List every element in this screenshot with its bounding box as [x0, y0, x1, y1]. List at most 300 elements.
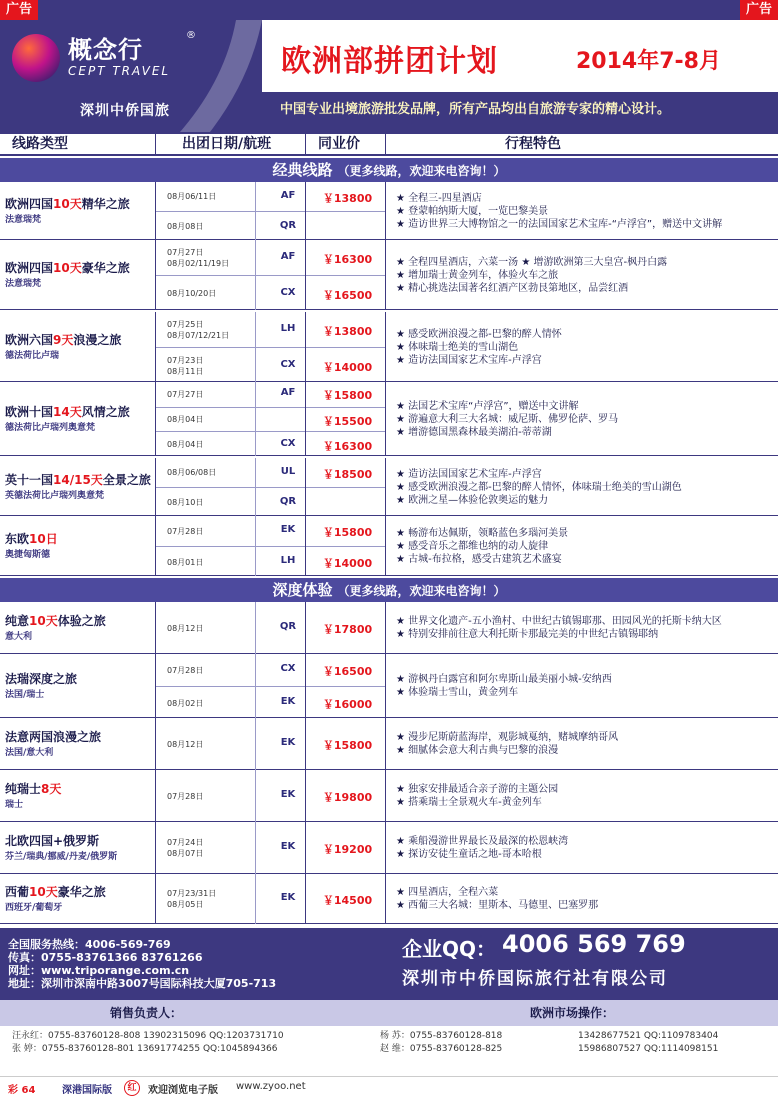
- contact-line: 赵 维：0755-83760128-825: [380, 1044, 503, 1054]
- airline-code: QR: [279, 495, 297, 507]
- col-divider: [385, 312, 386, 382]
- departure-dates: [167, 526, 203, 537]
- route-name-days: 14天: [53, 405, 82, 419]
- departure-date: 07月28日: [167, 665, 204, 675]
- slogan: 中国专业出境旅游批发品牌，所有产品均出自旅游专家的精心设计。: [280, 102, 671, 117]
- route-countries: 法国/意大利: [5, 748, 54, 758]
- col-divider: [155, 458, 156, 516]
- departure-date: 08月06/11日: [167, 192, 217, 201]
- departure-row: [155, 770, 385, 822]
- departure-date: 08月12日: [167, 623, 204, 633]
- col-divider: [305, 312, 306, 382]
- departure-date: 08月05日: [167, 900, 204, 909]
- feature-item: ★ 西葡三大名城：里斯本、马德里、巴塞罗那: [396, 900, 599, 911]
- page-title: 欧洲部拼团计划: [281, 44, 498, 79]
- route-name-days: 10天: [53, 261, 82, 275]
- route-name-suffix: 豪华之旅: [81, 261, 130, 275]
- airline-code: LH: [280, 322, 296, 334]
- col-divider: [155, 182, 156, 240]
- feature-item: ★ 造访世界三大博物馆之一的法国国家艺术宝库-“卢浮宫”，赠送中文讲解: [396, 218, 723, 230]
- col-divider: [255, 602, 256, 654]
- feature-item: ★ 全程四星酒店，六菜一汤 ★ 增游欧洲第三大皇宫-枫丹白露: [396, 256, 668, 268]
- trade-price: ￥13800: [322, 324, 373, 338]
- hotline: 全国服务热线：4006-569-769: [8, 938, 171, 951]
- fax: 传真：0755-83761366 83761266: [8, 951, 203, 964]
- route-name: [5, 670, 77, 687]
- departure-dates: [167, 837, 203, 859]
- route-name-days: 9天: [53, 333, 74, 347]
- route-name: [5, 883, 106, 900]
- departure-date: 08月12日: [167, 739, 204, 749]
- departure-row: [155, 654, 385, 686]
- section-in-depth: [0, 578, 778, 602]
- departure-row: [155, 602, 385, 654]
- browse-label: 欢迎浏览电子版: [148, 1085, 218, 1096]
- feature-item: ★ 造访法国国家艺术宝库-卢浮宫: [396, 354, 542, 366]
- route-name-days: 10天: [29, 614, 58, 628]
- col-features: 行程特色: [505, 136, 561, 152]
- feature-item: ★ 细腻体会意大利古典与巴黎的浪漫: [396, 745, 559, 756]
- col-divider: [255, 240, 256, 310]
- departure-dates: [167, 288, 216, 299]
- feature-item: ★ 增游德国黑森林最美湖泊-蒂蒂湖: [396, 426, 552, 438]
- airline-code: CX: [280, 663, 296, 674]
- contact-line: 张 婷：0755-83760128-801 13691774255 QQ:1045894366: [12, 1044, 278, 1054]
- route-name: [5, 530, 58, 547]
- departure-row: [155, 516, 385, 546]
- departure-dates: [167, 247, 229, 269]
- col-divider: [155, 770, 156, 822]
- airline-code: EK: [280, 524, 296, 535]
- feature-item: ★ 法国艺术宝库“卢浮宫”，赠送中文讲解: [396, 400, 579, 412]
- col-divider: [305, 770, 306, 822]
- ad-label-right: 广告: [740, 0, 778, 20]
- feature-item: ★ 搭乘瑞士全景观火车-黄金列车: [396, 797, 542, 808]
- airline-code: CX: [280, 358, 296, 370]
- route-name: [5, 612, 106, 629]
- route-name-name: 东欧: [5, 532, 30, 546]
- trade-price: ￥19200: [322, 843, 373, 856]
- route-row: [0, 770, 778, 822]
- col-divider: [305, 182, 306, 240]
- section-classic: [0, 158, 778, 182]
- col-divider: [255, 458, 256, 516]
- departure-date: 08月07日: [167, 849, 204, 858]
- departure-dates: [167, 221, 203, 232]
- ad-label-left: 广告: [0, 0, 38, 20]
- route-name-suffix: 全景之旅: [102, 473, 151, 487]
- route-row: [0, 516, 778, 576]
- route-name-suffix: 浪漫之旅: [73, 333, 122, 347]
- airline-code: AF: [280, 189, 296, 201]
- route-name-name: 法瑞深度之旅: [5, 672, 78, 686]
- feature-item: ★ 特别安排前往意大利托斯卡那最完美的中世纪古镇锡耶纳: [396, 629, 659, 640]
- route-countries: 芬兰/瑞典/挪威/丹麦/俄罗斯: [5, 852, 118, 862]
- contact-line: 15986807527 QQ:1114098151: [578, 1044, 719, 1054]
- col-divider: [305, 602, 306, 654]
- airline-code: UL: [280, 465, 296, 477]
- route-name-name: 欧洲四国: [5, 261, 54, 275]
- section-title: 经典线路: [272, 161, 333, 179]
- trade-price: ￥15800: [322, 739, 373, 752]
- departure-row: [155, 546, 385, 576]
- col-divider: [155, 132, 156, 156]
- col-divider: [305, 382, 306, 456]
- departure-row: [155, 487, 385, 516]
- trade-price: ￥17800: [322, 623, 373, 636]
- route-name-suffix: 精华之旅: [81, 197, 130, 211]
- col-divider: [155, 382, 156, 456]
- company-name: 深圳市中侨国际旅行社有限公司: [402, 969, 668, 989]
- qq-label: 企业QQ：: [402, 937, 497, 961]
- col-divider: [255, 718, 256, 770]
- route-features: [396, 527, 568, 566]
- sales-right-title: 欧洲市场操作：: [530, 1006, 615, 1020]
- route-features: [396, 731, 618, 757]
- route-name: [5, 780, 61, 797]
- col-divider: [155, 602, 156, 654]
- departure-row: [155, 312, 385, 347]
- airline-code: EK: [280, 696, 296, 707]
- route-row: [0, 382, 778, 456]
- col-divider: [255, 770, 256, 822]
- departure-date: 07月25日: [167, 319, 204, 329]
- departure-date: 08月08日: [167, 222, 204, 231]
- section-title: 深度体验: [272, 581, 333, 599]
- trade-price: ￥16500: [322, 665, 373, 678]
- trade-price: ￥15500: [322, 414, 373, 428]
- departure-row: [155, 431, 385, 456]
- route-name-name: 英十一国: [5, 473, 54, 487]
- airline-code: QR: [279, 621, 297, 632]
- route-name: [5, 832, 99, 849]
- airline-code: CX: [280, 286, 296, 298]
- route-name: [5, 728, 101, 745]
- col-divider: [305, 132, 306, 156]
- col-divider: [385, 602, 386, 654]
- departure-date: 08月02/11/19日: [167, 258, 230, 268]
- contact-line: 13428677521 QQ:1109783404: [578, 1031, 719, 1041]
- route-row: [0, 654, 778, 718]
- route-row: [0, 182, 778, 240]
- route-features: [396, 835, 568, 861]
- airline-code: EK: [280, 789, 296, 800]
- route-features: [396, 256, 667, 295]
- route-features: [396, 615, 722, 641]
- page-number: 彩 64: [8, 1085, 36, 1096]
- departure-row: [155, 718, 385, 770]
- route-features: [396, 328, 562, 367]
- route-name: [5, 259, 130, 276]
- feature-item: ★ 游枫丹白露宫和阿尔卑斯山最美丽小城-安纳西: [396, 674, 612, 685]
- route-features: [396, 468, 682, 507]
- departure-date: 08月06/08日: [167, 468, 217, 477]
- departure-dates: [167, 557, 203, 568]
- route-name: [5, 331, 121, 348]
- airline-code: EK: [280, 892, 296, 903]
- table-header: [0, 132, 778, 156]
- col-divider: [155, 874, 156, 924]
- route-row: [0, 874, 778, 924]
- departure-row: [155, 240, 385, 275]
- trade-price: ￥16000: [322, 698, 373, 711]
- route-name-name: 北欧四国+俄罗斯: [5, 834, 100, 848]
- departure-row: [155, 407, 385, 432]
- airline-code: EK: [280, 841, 296, 852]
- route-countries: 瑞士: [5, 800, 24, 810]
- feature-item: ★ 登蒙帕纳斯大厦，一览巴黎美景: [396, 205, 549, 217]
- trade-price: ￥13800: [322, 191, 373, 205]
- col-divider: [155, 240, 156, 310]
- col-divider: [305, 654, 306, 718]
- departure-dates: [167, 389, 203, 400]
- route-row: [0, 718, 778, 770]
- feature-item: ★ 体验瑞士雪山，黄金列车: [396, 687, 519, 698]
- departure-date: 08月07/12/21日: [167, 330, 230, 340]
- airline-code: EK: [280, 737, 296, 748]
- trade-price: ￥14500: [322, 894, 373, 907]
- departure-date: 08月04日: [167, 415, 204, 425]
- route-name-name: 纯意: [5, 614, 30, 628]
- airline-code: CX: [280, 437, 296, 449]
- contact-line: 杨 苏：0755-83760128-818: [380, 1031, 503, 1041]
- route-name-suffix: 豪华之旅: [57, 885, 106, 899]
- route-name-name: 欧洲四国: [5, 197, 54, 211]
- col-divider: [385, 182, 386, 240]
- departure-dates: [167, 623, 203, 634]
- departure-row: [155, 211, 385, 240]
- col-divider: [155, 312, 156, 382]
- route-name: [5, 471, 151, 488]
- col-divider: [385, 516, 386, 576]
- route-row: [0, 458, 778, 516]
- qq-number: 4006 569 769: [502, 930, 686, 958]
- route-row: [0, 602, 778, 654]
- trade-price: ￥18500: [322, 467, 373, 481]
- section-note: （更多线路，欢迎来电咨询！）: [337, 164, 506, 178]
- departure-date: 08月10日: [167, 498, 204, 507]
- departure-date: 07月28日: [167, 526, 204, 536]
- route-features: [396, 783, 558, 809]
- departure-date: 08月02日: [167, 698, 204, 708]
- feature-item: ★ 全程三-四星酒店: [396, 192, 482, 204]
- route-name-days: 10天: [29, 885, 58, 899]
- feature-item: ★ 探访安徒生童话之地-哥本哈根: [396, 849, 542, 860]
- edition-label: 深港国际版: [62, 1085, 112, 1096]
- contact-line: 汪永红：0755-83760128-808 13902315096 QQ:1203731710: [12, 1031, 284, 1041]
- col-divider: [155, 654, 156, 718]
- departure-row: [155, 275, 385, 310]
- departure-date: 07月24日: [167, 838, 204, 847]
- ops-contacts-mobile: [578, 1030, 718, 1056]
- feature-item: ★ 感受音乐之都维也纳的动人旋律: [396, 540, 549, 552]
- col-divider: [385, 654, 386, 718]
- departure-date: 08月11日: [167, 366, 204, 376]
- col-divider: [305, 458, 306, 516]
- departure-row: [155, 458, 385, 487]
- trade-price: ￥16500: [322, 288, 373, 302]
- departure-dates: [167, 698, 203, 709]
- route-name-days: 8天: [41, 782, 62, 796]
- feature-item: ★ 增加瑞士黄金列车，体验火车之旅: [396, 269, 559, 281]
- col-divider: [385, 822, 386, 874]
- col-divider: [155, 718, 156, 770]
- col-divider: [305, 718, 306, 770]
- brand-logo-icon: [12, 34, 60, 82]
- feature-item: ★ 感受欧洲浪漫之都-巴黎的醉人情怀: [396, 328, 562, 340]
- departure-date: 08月10/20日: [167, 289, 217, 298]
- route-name-name: 法意两国浪漫之旅: [5, 730, 102, 744]
- route-countries: 德法荷比卢瑞列奥意梵: [5, 423, 96, 433]
- col-divider: [255, 654, 256, 718]
- trade-price: ￥15800: [322, 526, 373, 539]
- feature-item: ★ 漫步尼斯蔚蓝海岸，观影城戛纳，赌城摩纳哥风: [396, 732, 619, 743]
- departure-dates: [167, 497, 203, 508]
- feature-item: ★ 独家安排最适合亲子游的主题公园: [396, 784, 559, 795]
- col-divider: [305, 822, 306, 874]
- sales-left-title: 销售负责人：: [110, 1006, 183, 1020]
- departure-row: [155, 686, 385, 718]
- col-divider: [385, 770, 386, 822]
- col-divider: [255, 182, 256, 240]
- airline-code: LH: [280, 555, 296, 566]
- col-divider: [385, 874, 386, 924]
- departure-date: 07月23日: [167, 355, 204, 365]
- route-features: [396, 400, 618, 439]
- route-name-name: 欧洲六国: [5, 333, 54, 347]
- airline-code: AF: [280, 250, 296, 262]
- route-row: [0, 822, 778, 874]
- departure-date: 08月01日: [167, 557, 204, 567]
- feature-item: ★ 造访法国国家艺术宝库-卢浮宫: [396, 468, 542, 480]
- route-row: [0, 240, 778, 310]
- brand-subsidiary: 深圳中侨国旅: [80, 103, 170, 119]
- route-countries: 法意瑞梵: [5, 215, 42, 225]
- departure-dates: [167, 791, 203, 802]
- ops-contacts: [380, 1030, 502, 1056]
- col-divider: [305, 874, 306, 924]
- departure-dates: [167, 665, 203, 676]
- trade-price: ￥19800: [322, 791, 373, 804]
- brand-registered-mark: ®: [186, 30, 196, 41]
- departure-dates: [167, 414, 203, 425]
- route-name-suffix: 体验之旅: [57, 614, 106, 628]
- red-badge-icon: 红: [124, 1080, 140, 1096]
- route-name: [5, 403, 130, 420]
- website: 网址：www.triporange.com.cn: [8, 964, 190, 977]
- sales-contacts: [12, 1030, 284, 1056]
- departure-row: [155, 874, 385, 924]
- feature-item: ★ 畅游布达佩斯，领略蓝色多瑙河美景: [396, 527, 569, 539]
- feature-item: ★ 世界文化遗产-五小渔村、中世纪古镇锡耶那、田园风光的托斯卡纳大区: [396, 616, 722, 627]
- departure-dates: [167, 439, 203, 450]
- airline-code: AF: [280, 387, 296, 399]
- departure-date: 07月27日: [167, 247, 204, 257]
- trade-price: ￥15800: [322, 389, 373, 403]
- route-name-name: 西葡: [5, 885, 30, 899]
- route-name-days: 10日: [29, 532, 58, 546]
- col-route-type: 线路类型: [12, 136, 68, 152]
- route-countries: 法国/瑞士: [5, 690, 45, 700]
- title-date: 2014年7-8月: [576, 49, 721, 74]
- trade-price: ￥16300: [322, 439, 373, 453]
- feature-item: ★ 古城-布拉格，感受古建筑艺术盛宴: [396, 553, 562, 565]
- col-divider: [255, 822, 256, 874]
- departure-row: [155, 182, 385, 211]
- departure-dates: [167, 319, 229, 341]
- col-divider: [255, 874, 256, 924]
- route-name-suffix: 风情之旅: [81, 405, 130, 419]
- col-divider: [255, 516, 256, 576]
- departure-dates: [167, 355, 203, 377]
- route-row: [0, 312, 778, 382]
- trade-price: ￥14000: [322, 360, 373, 374]
- site-link[interactable]: www.zyoo.net: [236, 1081, 306, 1092]
- feature-item: ★ 游遍意大利三大名城：威尼斯、佛罗伦萨、罗马: [396, 413, 619, 425]
- col-divider: [305, 516, 306, 576]
- route-features: [396, 673, 612, 699]
- col-divider: [155, 516, 156, 576]
- route-features: [396, 886, 598, 912]
- departure-row: [155, 347, 385, 382]
- departure-row: [155, 382, 385, 407]
- feature-item: ★ 感受欧洲浪漫之都-巴黎的醉人情怀，体味瑞士绝美的雪山湖色: [396, 481, 682, 493]
- feature-item: ★ 四星酒店，全程六菜: [396, 887, 499, 898]
- feature-item: ★ 体味瑞士绝美的雪山湖色: [396, 341, 519, 353]
- airline-code: QR: [279, 219, 297, 231]
- route-name-name: 欧洲十国: [5, 405, 54, 419]
- col-divider: [385, 132, 386, 156]
- col-divider: [385, 458, 386, 516]
- section-note: （更多线路，欢迎来电咨询！）: [337, 584, 506, 598]
- route-countries: 意大利: [5, 632, 33, 642]
- route-name: [5, 195, 130, 212]
- departure-date: 07月23/31日: [167, 889, 217, 898]
- col-divider: [385, 240, 386, 310]
- route-countries: 法意瑞梵: [5, 279, 42, 289]
- feature-item: ★ 精心挑选法国著名红酒产区勃艮第地区，品尝红酒: [396, 282, 629, 294]
- col-divider: [305, 240, 306, 310]
- departure-dates: [167, 191, 216, 202]
- trade-price: ￥16300: [322, 252, 373, 266]
- route-features: [396, 192, 722, 231]
- sales-header: [0, 1000, 778, 1026]
- departure-row: [155, 822, 385, 874]
- departure-date: 07月28日: [167, 791, 204, 801]
- address: 地址：深圳市深南中路3007号国际科技大厦705-713: [8, 977, 277, 990]
- route-countries: 英德法荷比卢瑞列奥意梵: [5, 491, 105, 501]
- col-dates-flight: 出团日期/航班: [182, 136, 272, 152]
- route-countries: 西班牙/葡萄牙: [5, 903, 63, 913]
- brand-name-en: CEPT TRAVEL: [68, 64, 171, 78]
- col-divider: [155, 822, 156, 874]
- col-divider: [385, 718, 386, 770]
- departure-date: 08月04日: [167, 440, 204, 450]
- departure-dates: [167, 467, 216, 478]
- col-divider: [385, 382, 386, 456]
- col-divider: [255, 312, 256, 382]
- route-countries: 德法荷比卢瑞: [5, 351, 60, 361]
- feature-item: ★ 乘船漫游世界最长及最深的松恩峡湾: [396, 836, 569, 847]
- departure-dates: [167, 888, 216, 910]
- route-countries: 奥捷匈斯德: [5, 550, 51, 560]
- brand-name-cn: 概念行: [68, 36, 143, 64]
- feature-item: ★ 欧洲之星—体验伦敦奥运的魅力: [396, 494, 549, 506]
- bottom-bar: [0, 1076, 778, 1100]
- route-name-days: 10天: [53, 197, 82, 211]
- col-divider: [255, 382, 256, 456]
- departure-dates: [167, 739, 203, 750]
